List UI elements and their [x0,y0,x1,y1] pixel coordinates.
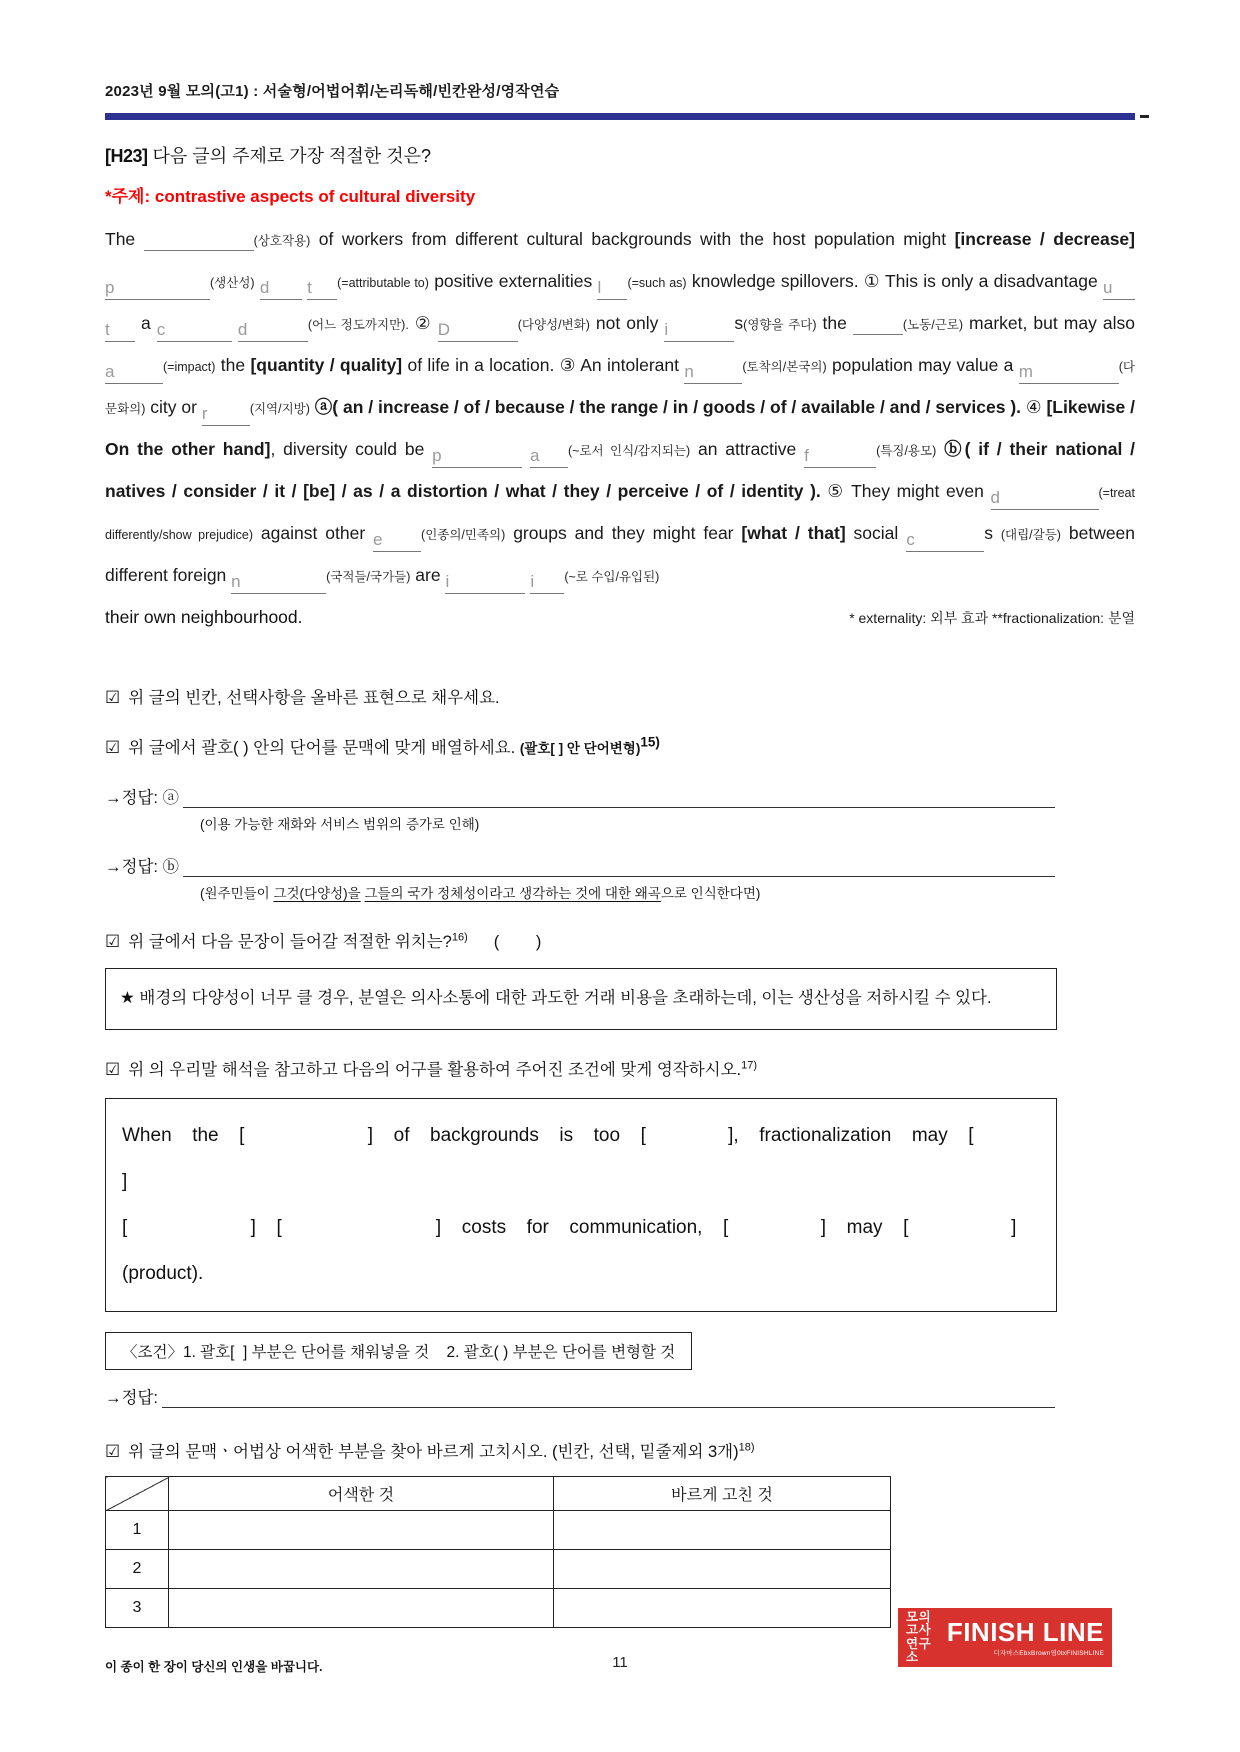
fill-in-blank: t [105,318,135,342]
correction-table-header-row [106,1477,891,1511]
checkbox-icon: ☑ [105,1442,121,1461]
checkbox-icon: ☑ [105,688,121,707]
fill-in-blank: p [432,444,522,468]
table-row [106,1550,891,1589]
fill-in-blank: i [664,318,734,342]
passage [105,219,1135,597]
row-number: 3 [106,1589,169,1628]
passage-hint: (다양성/변화) [517,318,590,332]
passage-hint: (대립/갈등) [1000,528,1061,542]
position-answer-slot: ( ) [493,933,542,951]
answer-b-hint-segment: (원주민들이 [200,886,274,901]
passage-footnote: * externality: 외부 효과 **fractionalization: 분열 [849,610,1135,626]
fill-in-blank: D [438,318,518,342]
passage-hint: (국적들/국가들) [326,570,411,584]
answer-a-hint: (이용 가능한 재화와 서비스 범위의 증가로 인해) [200,817,480,832]
diagonal-header-cell [106,1477,169,1511]
fill-in-blank: d [238,318,308,342]
task-composition [105,1056,1135,1080]
header-title: 2023년 9월 모의(고1) : 서술형/어법어휘/논리독해/빈칸완성/영작연습 [105,83,560,100]
passage-text: against other [253,523,374,543]
fill-in-blank [144,227,254,251]
passage-text: , diversity could be [270,439,433,459]
passage-hint: (생산성) [210,276,255,290]
fill-in-blank: l [597,276,627,300]
insert-sentence-box [105,968,1057,1030]
passage-text: the [215,355,251,375]
answer-b-hint-segment: 그것(다양성)을 [273,886,361,901]
task-arrange-words-label: 위 글에서 괄호( ) 안의 단어를 문맥에 맞게 배열하세요. [128,739,520,757]
passage-hint: (어느 정도까지만). [307,318,409,332]
passage-text: city or [145,397,202,417]
checkbox-icon: ☑ [105,738,121,757]
topic-text: contrastive aspects of cultural diversity [154,187,476,206]
task-arrange-sup: 15) [640,734,660,750]
composition-line-1: When the [ ] of backgrounds is too [ ], fractionalization may [ ] [122,1125,1077,1192]
answer-b-hint-segment: 그들의 국가 정체성이라고 생각하는 것에 대한 왜곡 [364,886,661,901]
passage-text [936,439,944,459]
checkbox-icon: ☑ [105,932,121,951]
passage-bold: [increase / decrease] [954,229,1135,249]
page-footer [0,1600,1240,1720]
answer-line-b [105,853,1055,877]
fill-in-blank: c [906,528,984,552]
answer-line-composition [105,1384,1055,1408]
passage-text: of life in a location. ③ An intolerant [402,355,685,375]
passage-hint: (~로 수입/유입된) [564,570,660,584]
passage-bold: ⓐ( an / increase / of / because / the range / in / goods / of / available / and / services ). [314,397,1022,417]
answer-line-a [105,784,1055,808]
passage-text: the [816,313,853,333]
passage-text: positive externalities [428,271,598,291]
passage-text: ⑤ They might even [820,481,991,501]
fill-in-blank: a [105,360,163,384]
fill-in-blank: c [157,318,232,342]
passage-hint: (지역/지방) [249,402,310,416]
passage-bold: ⓑ( if / their national / natives / consider / it / [be] / as / a distortion / what / they / perceive / of / identity ). [105,439,1136,501]
logo-org-line: 모의 [906,1609,932,1624]
fill-in-blank: i [530,570,564,594]
passage-last-line [105,597,1135,638]
task-fill-blanks [105,684,1135,708]
passage-text: groups and they might fear [505,523,742,543]
passage-text: population may value a [826,355,1019,375]
logo-right [946,1616,1104,1657]
fill-in-blank: e [373,528,421,552]
passage-hint: (상호작용) [253,234,311,248]
fill-in-blank [853,311,903,335]
task-error-correction-label: 위 글의 문맥ㆍ어법상 어색한 부분을 찾아 바르게 고치시오. (빈칸, 선택, 밑줄제외 3개) [128,1443,739,1461]
composition-writein-line [162,1388,1055,1408]
answer-a-writein-line [183,788,1055,808]
passage-last-text: their own neighbourhood. [105,607,303,627]
passage-text: market, but may also [963,313,1135,333]
passage-hint: (인종의/민족의) [421,528,506,542]
task-composition-label: 위 의 우리말 해석을 참고하고 다음의 어구를 활용하여 주어진 조건에 맞게 영작하시오. [128,1061,742,1079]
task-sentence-position-sup: 16) [451,931,468,944]
passage-text: between different foreign [105,523,1136,585]
fill-in-blank: p [105,276,210,300]
insert-sentence-text: ★ 배경의 다양성이 너무 클 경우, 분열은 의사소통에 대한 과도한 거래 비용을 초래하는데, 이는 생산성을 저하시킬 수 있다. [120,989,992,1007]
passage-hint: (~로서 인식/감지되는) [568,444,691,458]
fill-in-blank: n [231,570,326,594]
passage-text: s [984,523,1001,543]
answer-b-hint-segment: 으로 인식한다면) [660,886,761,901]
answer-a-label: →정답: ⓐ [105,789,180,807]
empty-answer-cell [554,1511,891,1550]
passage-hint: (=treat differently/show prejudice) [105,486,1135,542]
logo-org-line: 연구소 [906,1636,932,1664]
passage-hint: (=such as) [627,276,687,290]
fill-in-blank: f [804,444,876,468]
table-row [106,1511,891,1550]
task-error-correction-sup: 18) [738,1441,755,1454]
logo-org-name [906,1611,941,1665]
passage-hint: (=impact) [163,360,216,374]
row-number: 2 [106,1550,169,1589]
page-number: 11 [612,1654,628,1671]
passage-hint: (토착의/본국의) [742,360,827,374]
passage-text [522,439,530,459]
task-arrange-words [105,734,1135,758]
composition-line-2: [ ] [ ] costs for communication, [ ] may [ ] (product). [122,1217,1037,1284]
passage-text: ② [408,313,438,333]
task-composition-sup: 17) [741,1059,758,1072]
fill-in-blank: i [445,570,525,594]
passage-text: of workers from different cultural backgrounds with the host population might [310,229,955,249]
page-content [0,80,1240,1628]
logo-sub-text: 디자마스EbxBrown염0txFINISHLINE [993,1649,1104,1657]
passage-hint: (특징/용모) [876,444,937,458]
task-sentence-position-label: 위 글에서 다음 문장이 들어갈 적절한 위치는? [128,933,452,951]
topic-line [105,182,1135,207]
answer-b-label: →정답: ⓑ [105,858,180,876]
topic-label: *주제: [105,187,151,206]
question-title [105,142,1135,168]
task-error-correction [105,1438,1135,1462]
passage-bold: [Likewise / On the other hand] [105,397,1135,459]
fill-in-blank: u [1103,276,1135,300]
passage-text: are [410,565,446,585]
passage-hint: (=attributable to) [337,276,429,290]
passage-bold: [what / that] [741,523,846,543]
passage-text: ④ [1021,397,1047,417]
header-rule-dash [1140,115,1149,118]
question-prompt: 다음 글의 주제로 가장 적절한 것은? [152,146,431,166]
passage-text: s [734,313,744,333]
fill-in-blank: t [307,276,337,300]
condition-box: 〈조건〉1. 괄호[ ] 부분은 단어를 채워넣을 것 2. 괄호( ) 부분은 단어를 변형할 것 [105,1332,692,1370]
header-rule [105,113,1135,120]
passage-hint: (다문화의) [105,360,1135,416]
footer-motto: 이 종이 한 장이 당신의 인생을 바꿉니다. [105,1660,323,1674]
checkbox-icon: ☑ [105,1060,121,1079]
empty-answer-cell [554,1550,891,1589]
fill-in-blank: r [202,402,250,426]
logo-org-line: 고사 [906,1623,932,1637]
passage-hint: (영향을 주다) [743,318,817,332]
fill-in-blank: d [991,486,1099,510]
passage-text: not only [589,313,665,333]
task-arrange-note: (괄호[ ] 안 단어변형) [519,741,641,756]
fill-in-blank: a [530,444,568,468]
composition-answer-label: →정답: [105,1389,158,1407]
task-sentence-position [105,928,1135,952]
empty-answer-cell [169,1550,554,1589]
fill-in-blank: n [684,360,742,384]
passage-text: knowledge spillovers. ① This is only a disadvantage [686,271,1103,291]
passage-text: a [135,313,157,333]
task-fill-blanks-label: 위 글의 빈칸, 선택사항을 올바른 표현으로 채우세요. [128,689,500,707]
passage-text: social [845,523,907,543]
fill-in-blank: m [1019,360,1119,384]
passage-bold: [quantity / quality] [250,355,403,375]
logo-brand-text: FINISH LINE [946,1616,1104,1647]
empty-answer-cell [169,1511,554,1550]
passage-hint: (노동/근로) [902,318,964,332]
wrong-column-header: 어색한 것 [169,1477,554,1511]
corrected-column-header: 바르게 고친 것 [554,1477,891,1511]
finish-line-logo [898,1608,1112,1667]
question-id: [H23] [105,146,148,166]
answer-b-hint [200,882,1135,902]
passage-text: an attractive [690,439,805,459]
passage-text: The [105,229,144,249]
answer-b-writein-line [183,857,1055,877]
fill-in-blank: d [260,276,302,300]
row-number: 1 [106,1511,169,1550]
composition-frame-box [105,1098,1077,1312]
